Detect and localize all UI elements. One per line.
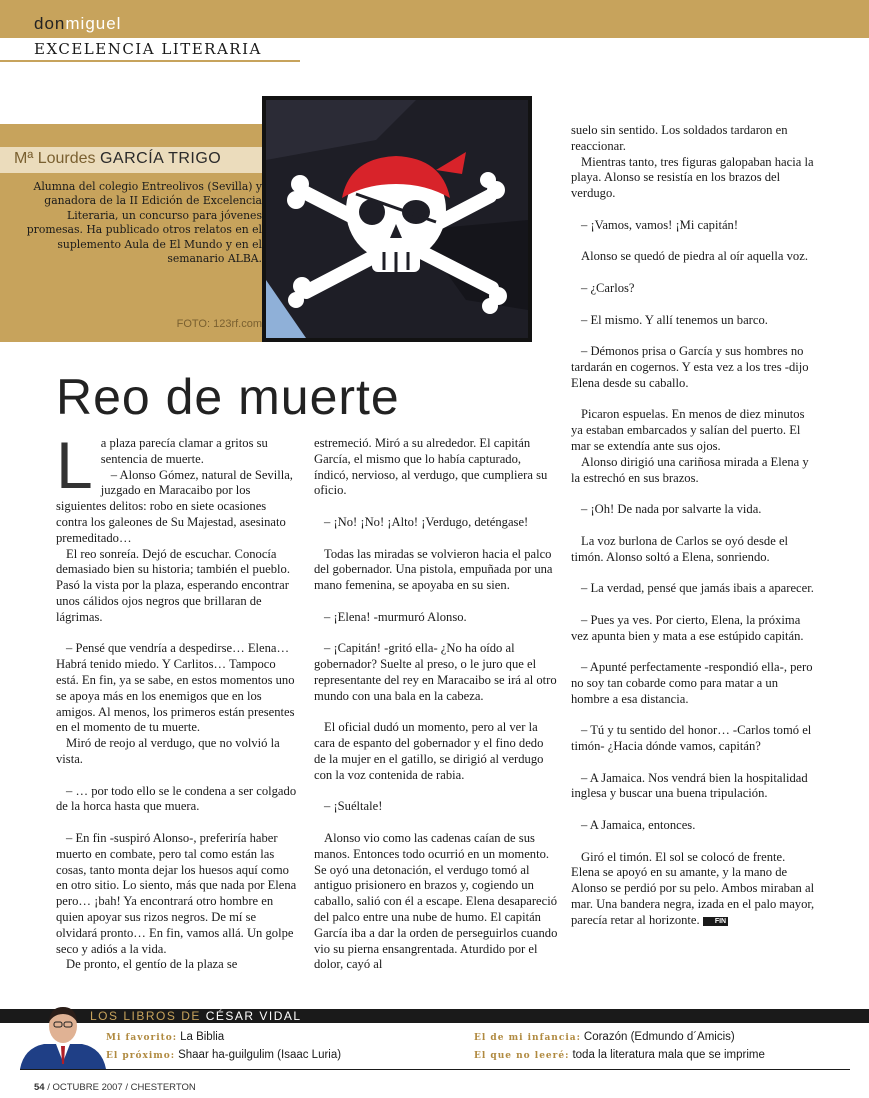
paragraph: Miró de reojo al verdugo, que no volvió la vista.: [56, 736, 280, 766]
paragraph: Giró el timón. El sol se colocó de frente. Elena se apoyó en su amante, y la mano de Alonso se perdió por su pelo. Ambos miraban al mar. Una bandera negra, izada en el palo mayor, parecía retar al horizonte. FIN: [571, 849, 815, 927]
end-mark: FIN: [703, 917, 728, 926]
paragraph: Alonso dirigió una cariñosa mirada a Elena y la estrechó en sus brazos.: [571, 454, 809, 485]
article-column-3: [571, 123, 815, 929]
paragraph: – ¡Capitán! -gritó ella- ¿No ha oído al gobernador? Suelte al preso, o le juro que el representante del rey en Maracaibo se irá al otro mundo con una bala en la cabeza.: [314, 641, 557, 703]
paragraph: – … por todo ello se le condena a ser colgado de la horca hasta que muera.: [56, 783, 297, 814]
paragraph: suelo sin sentido. Los soldados tardaron en reaccionar.: [571, 123, 788, 153]
paragraph: Mientras tanto, tres figuras galopaban hacia la playa. Alonso se resistía en los brazos del verdugo.: [571, 154, 814, 201]
author-name: Mª Lourdes GARCÍA TRIGO: [14, 150, 222, 167]
paragraph: Alonso se quedó de piedra al oír aquella voz.: [581, 249, 808, 264]
books-favorite: Mi favorito: La Biblia: [106, 1031, 225, 1043]
author-portrait: [20, 1002, 106, 1069]
header-band: [0, 0, 869, 38]
paragraph: – Démonos prisa o García y sus hombres no tardarán en cogernos. Y esta vez a los tres -dijo Elena desde su caballo.: [571, 344, 809, 390]
books-divider: [20, 1069, 850, 1070]
article-title: Reo de muerte: [56, 369, 400, 425]
paragraph: estremeció. Miró a su alrededor. El capitán García, el mismo que lo había capturado, índicó, nervioso, al verdugo, que cumpliera su oficio.: [314, 436, 548, 498]
paragraph: – ¡No! ¡No! ¡Alto! ¡Verdugo, deténgase!: [324, 514, 529, 529]
books-section-title: LOS LIBROS DE CÉSAR VIDAL: [90, 1009, 302, 1023]
paragraph: – Pues ya ves. Por cierto, Elena, la próxima vez apunta bien y mata a ese estúpido capitán.: [571, 612, 804, 643]
paragraph: – ¿Carlos?: [581, 280, 635, 295]
brand-logo: donmiguel: [34, 14, 122, 33]
page-footer: 54 / OCTUBRE 2007 / CHESTERTON: [34, 1082, 196, 1093]
paragraph: – En fin -suspiró Alonso-, preferiría haber muerto en combate, pero tal como están las cosas, tanto monta dejar los huesos aquí como en otro sitio. Lo siento, más que nada por Elena pero… ¡bah! Ya encontrará otro hombre en quien apoyar sus rizos negros. De mí se olvidará pronto… En fin, vamos allá. Un golpe seco y adiós a la vida.: [56, 830, 297, 956]
paragraph: – Alonso Gómez, natural de Sevilla, juzgado en Maracaibo por los siguientes delitos: robo en siete ocasiones contra los galeones de Su Majestad, asesinato premeditado…: [56, 467, 293, 545]
article-column-1: [56, 428, 300, 973]
paragraph: – Pensé que vendría a despedirse… Elena… Habrá tenido miedo. Y Carlitos… Tampoco está. En fin, ya se sabe, en estos momentos uno se apoya más en los enemigos que en los amigos. Al menos, los primeros están presentes en el momento de tu muerte.: [56, 641, 295, 735]
author-bio: Alumna del colegio Entreolivos (Sevilla) y ganadora de la II Edición de Excelencia Literaria, un concurso para jóvenes promesas. Ha publicado otros relatos en el suplemento Aula de El Mundo y en el semanario ALBA.: [26, 180, 262, 266]
paragraph: – ¡Vamos, vamos! ¡Mi capitán!: [581, 217, 739, 232]
paragraph: El reo sonreía. Dejó de escuchar. Conocía demasiado bien su historia; también el pueblo. Pasó la vista por la plaza, esperando encontrar unos cálidos ojos negros que brillaran de lágrimas.: [56, 546, 290, 624]
photo-credit: FOTO: 123rf.com: [176, 318, 262, 330]
paragraph: De pronto, el gentío de la plaza se: [66, 957, 238, 972]
drop-cap: L: [56, 428, 93, 502]
books-wont-read: El que no leeré: toda la literatura mala que se imprime: [474, 1049, 765, 1061]
paragraph: – A Jamaica, entonces.: [581, 818, 696, 833]
paragraph: – ¡Elena! -murmuró Alonso.: [324, 609, 467, 624]
paragraph: – Apunté perfectamente -respondió ella-, pero no soy tan cobarde como para matar a un hombre a esa distancia.: [571, 660, 813, 706]
books-next: El próximo: Shaar ha-guilgulim (Isaac Luria): [106, 1049, 342, 1061]
pirate-flag-photo: [266, 100, 528, 338]
paragraph: Alonso vio como las cadenas caían de sus manos. Entonces todo ocurrió en un momento. Se oyó una detonación, el verdugo tomó al antiguo prisionero en brazos y, cogiendo un caballo, salió con él a escape. Elena desapareció del palco entre una nube de humo. El capitán García iba a dar la orden de perseguirlos cuando vio su pierna ensangrentada. Aturdido por el dolor, cayó al: [314, 830, 558, 972]
paragraph: El oficial dudó un momento, pero al ver la cara de espanto del gobernador y el fino dedo de la mujer en el gatillo, se dirigió al verdugo con la voz contenida de rabia.: [314, 720, 544, 782]
section-title: EXCELENCIA LITERARIA: [34, 40, 262, 58]
section-underline: [0, 60, 300, 62]
books-childhood: El de mi infancia: Corazón (Edmundo d´Amicis): [474, 1031, 735, 1043]
article-column-2: [314, 436, 558, 973]
paragraph: – ¡Suéltale!: [324, 799, 383, 814]
paragraph: – Tú y tu sentido del honor… -Carlos tomó el timón- ¿Hacia dónde vamos, capitán?: [571, 723, 812, 754]
paragraph: – ¡Oh! De nada por salvarte la vida.: [581, 502, 762, 517]
paragraph: La voz burlona de Carlos se oyó desde el timón. Alonso soltó a Elena, sonriendo.: [571, 533, 789, 564]
paragraph: La plaza parecía clamar a gritos su sentencia de muerte.: [56, 428, 268, 502]
paragraph: Todas las miradas se volvieron hacia el palco del gobernador. Una pistola, empuñada por una mano femenina, se apoyaba en su sien.: [314, 546, 553, 593]
paragraph: – El mismo. Y allí tenemos un barco.: [581, 312, 768, 327]
paragraph: – La verdad, pensé que jamás ibais a aparecer.: [581, 581, 814, 596]
paragraph: Picaron espuelas. En menos de diez minutos ya estaban embarcados y salían del puerto. El mar se extendía ante sus ojos.: [571, 407, 805, 453]
paragraph: – A Jamaica. Nos vendrá bien la hospitalidad inglesa y buscar una buena tripulación.: [571, 770, 808, 801]
